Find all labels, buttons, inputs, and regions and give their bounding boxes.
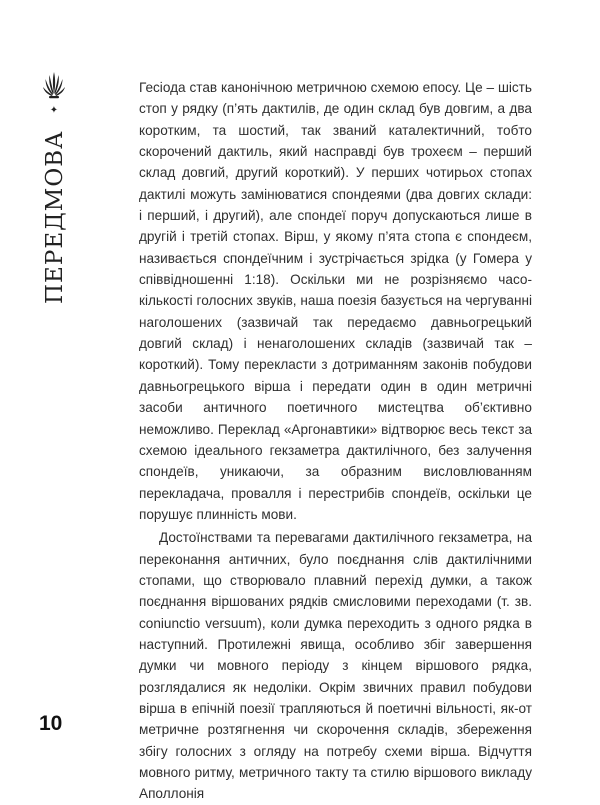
- paragraph: Гесіода став канонічною метричною схемою епосу. Це – шість стоп у рядку (п’ять дактилів, де один склад був довгим, а два коротким, та шостий, так званий каталектичний, тобто скорочений дактиль, який насправді був трохеєм – перший склад довгий, другий короткий). У перших чотирьох стопах дактилі можуть замінюватися спондеями (два довгих склади: і перший, і другий), але спондеї поруч допускаються лише в другій і третій стопах. Вірш, у якому п’ята стопа є спондеєм, називається спондеїчним і зустрічається зрідка (у Гомера у співвідношенні 1:18). Оскільки ми не розрізняємо часо-кількості голосних звуків, наша поезія базується на чергуванні наголошених (зазвичай так передаємо давньогрецький довгий склад) і ненаголошених складів (зазвичай так – короткий). Тому перекласти з дотриманням законів побудови давньогрецького вірша і передати один в один метричні засоби античного поетичного мистецтва об’єктивно неможливо. Переклад «Аргонавтики» відтворює весь текст за схемою ідеального гекзаметра дактилічного, без залучення спондеїв, уникаючи, за образним висловлюванням перекладача, провалля і перестрибів спондеїв, оскільки це порушує плинність мови.: [139, 80, 532, 522]
- main-text: [139, 77, 532, 805]
- paragraph: Достоїнствами та перевагами дактилічного гекзаметра, на переконання античних, було поєднання слів дактилічними стопами, що створювало плавний перехід думки, а також поєднання віршованих рядків смисловими переходами (т. зв. coniunctio versuum), коли думка переходить з одного рядка в наступний. Протилежні явища, особливо збіг завершення думки чи мовного періоду з кінцем віршового рядка, розглядалися як недоліки. Окрім звичних правил побудови вірша в епічній поезії трапляються й поетичні вільності, як-от метричне розтягнення чи скорочення складів, збереження збігу голосних з огляду на потребу схеми вірша. Відчуття мовного ритму, метричного такту та стилю віршового викладу Аполлонія: [139, 530, 532, 802]
- running-head-separator: ✦: [49, 105, 59, 116]
- running-head: [34, 50, 74, 320]
- page-number: 10: [39, 712, 63, 735]
- running-head-title: ПЕРЕДМОВА: [42, 130, 68, 304]
- palmette-ornament-icon: [42, 70, 66, 100]
